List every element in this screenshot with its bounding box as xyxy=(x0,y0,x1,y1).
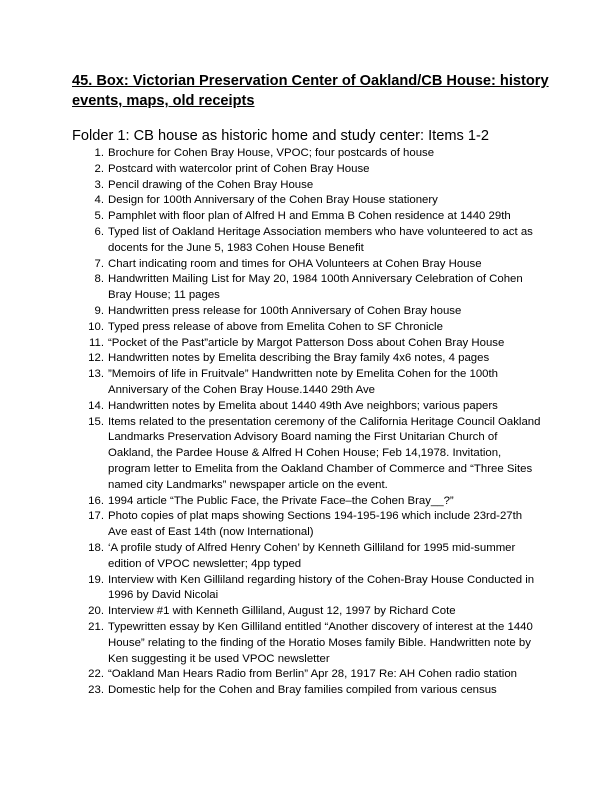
item-number: 14. xyxy=(88,399,104,412)
list-item xyxy=(72,320,542,336)
item-number: 13. xyxy=(88,368,104,381)
list-item xyxy=(72,351,542,367)
list-item xyxy=(72,415,542,494)
item-number: 3. xyxy=(94,178,104,191)
list-item xyxy=(72,509,542,541)
item-text: ‘A profile study of Alfred Henry Cohen’ by Kenneth Gilliland for 1995 mid-summer edition of VPOC newsletter; 4pp typed xyxy=(108,541,516,570)
item-text: 1994 article “The Public Face, the Private Face–the Cohen Bray__?” xyxy=(108,494,454,507)
item-number: 2. xyxy=(94,162,104,175)
item-number: 16. xyxy=(88,494,104,507)
item-text: Chart indicating room and times for OHA Volunteers at Cohen Bray House xyxy=(108,257,482,270)
list-item xyxy=(72,573,542,605)
item-text: ”Memoirs of life in Fruitvale” Handwritten note by Emelita Cohen for the 100th Anniversary of the Cohen Bray House.1440 29th Ave xyxy=(108,368,498,396)
item-text: Pamphlet with floor plan of Alfred H and Emma B Cohen residence at 1440 29th xyxy=(108,210,511,223)
list-item xyxy=(72,193,542,209)
item-number: 19. xyxy=(88,573,104,586)
item-text: “Pocket of the Past”article by Margot Patterson Doss about Cohen Bray House xyxy=(108,336,505,349)
list-item xyxy=(72,399,542,415)
box-heading: 45. Box: Victorian Preservation Center of Oakland/CB House: history events, maps, old receipts xyxy=(72,73,549,109)
item-number: 9. xyxy=(94,304,104,317)
item-text: Design for 100th Anniversary of the Cohen Bray House stationery xyxy=(108,194,438,207)
item-number: 17. xyxy=(88,510,104,523)
list-item xyxy=(72,225,542,257)
item-text: Brochure for Cohen Bray House, VPOC; four postcards of house xyxy=(108,147,435,159)
item-number: 6. xyxy=(94,225,104,238)
item-text: Domestic help for the Cohen and Bray families compiled from various census xyxy=(108,684,497,697)
item-number: 4. xyxy=(94,194,104,207)
item-number: 20. xyxy=(88,605,104,618)
item-number: 18. xyxy=(88,541,104,554)
list-item xyxy=(72,620,542,667)
item-number: 22. xyxy=(88,668,104,681)
item-number: 11. xyxy=(89,336,104,349)
item-text: “Oakland Man Hears Radio from Berlin” Apr 28, 1917 Re: AH Cohen radio station xyxy=(108,668,518,681)
list-item xyxy=(72,272,542,304)
item-text: Handwritten notes by Emelita about 1440 49th Ave neighbors; various papers xyxy=(108,399,498,412)
item-number: 10. xyxy=(88,320,104,333)
item-text: Handwritten notes by Emelita describing the Bray family 4x6 notes, 4 pages xyxy=(108,352,490,365)
item-number: 23. xyxy=(88,684,104,697)
item-text: Handwritten Mailing List for May 20, 1984 100th Anniversary Celebration of Cohen Bray House; 11 pages xyxy=(108,273,523,302)
list-item xyxy=(72,178,542,194)
list-item xyxy=(72,667,542,683)
item-text: Typed list of Oakland Heritage Association members who have volunteered to act as docents for the June 5, 1983 Cohen House Benefit xyxy=(108,225,533,254)
item-list xyxy=(72,146,542,699)
item-text: Handwritten press release for 100th Anniversary of Cohen Bray house xyxy=(108,304,462,317)
list-item xyxy=(72,336,542,352)
list-item xyxy=(72,162,542,178)
list-item xyxy=(72,209,542,225)
item-number: 7. xyxy=(94,257,104,270)
item-number: 12. xyxy=(88,352,104,365)
item-number: 5. xyxy=(94,210,104,223)
item-text: Interview #1 with Kenneth Gilliland, August 12, 1997 by Richard Cote xyxy=(108,605,456,618)
item-text: Typed press release of above from Emelita Cohen to SF Chronicle xyxy=(108,320,443,333)
item-number: 8. xyxy=(94,273,104,286)
item-text: Photo copies of plat maps showing Sections 194-195-196 which include 23rd-27th Ave east of East 14th (now International) xyxy=(108,510,523,539)
list-item xyxy=(72,541,542,573)
item-number: 1. xyxy=(94,147,104,159)
list-item xyxy=(72,604,542,620)
list-item xyxy=(72,367,542,399)
list-item xyxy=(72,304,542,320)
list-item xyxy=(72,683,542,699)
list-item xyxy=(72,494,542,510)
item-text: Typewritten essay by Ken Gilliland entitled “Another discovery of interest at the 1440 House” relating to the finding of the Horatio Moses family Bible. Handwritten note by Ken suggesting it be used VPOC newsletter xyxy=(108,620,533,665)
item-text: Postcard with watercolor print of Cohen Bray House xyxy=(108,162,370,175)
list-item xyxy=(72,146,542,162)
item-text: Interview with Ken Gilliland regarding history of the Cohen-Bray House Conducted in 1996 by David Nicolai xyxy=(108,573,535,602)
list-item xyxy=(72,257,542,273)
item-number: 15. xyxy=(88,415,104,428)
item-text: Pencil drawing of the Cohen Bray House xyxy=(108,178,314,191)
folder-title: Folder 1: CB house as historic home and study center: Items 1-2 xyxy=(72,128,489,144)
item-text: Items related to the presentation ceremony of the California Heritage Council Oakland Landmarks Preservation Advisory Board naming the First Unitarian Church of Oakland, the Pardee House & Alfred H Cohen House; Feb 14,1978. Invitation, program letter to Emelita from the Oakland Chamber of Commerce and “Three Sites named city Landmarks” newspaper article on the event. xyxy=(108,415,541,491)
item-number: 21. xyxy=(88,620,104,633)
